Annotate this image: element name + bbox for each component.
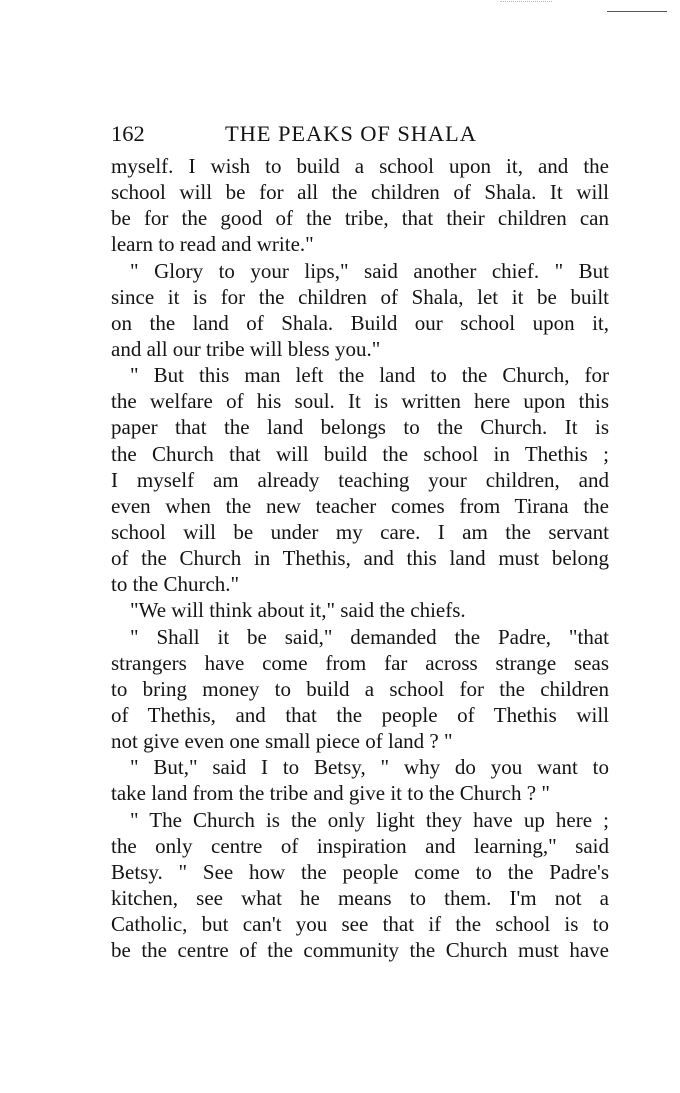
text-line: be for the good of the tribe, that their children can: [111, 206, 609, 231]
text-line: of the Church in Thethis, and this land must belong: [111, 546, 609, 571]
text-line: not give even one small piece of land ? ": [111, 729, 453, 754]
text-line: school will be under my care. I am the servant: [111, 519, 609, 544]
text-line: Betsy. " See how the people come to the Padre's: [111, 859, 609, 884]
scan-artifact-solid-rule: [607, 11, 667, 12]
page-header: [111, 119, 609, 149]
text-line: strangers have come from far across strange seas: [111, 650, 609, 675]
text-line: to the Church.": [111, 572, 240, 597]
text-line: the Church that will build the school in Thethis ;: [111, 441, 609, 466]
text-line: " Shall it be said," demanded the Padre, "that: [130, 624, 609, 649]
text-line: " Glory to your lips," said another chief. " But: [130, 258, 609, 283]
text-line: on the land of Shala. Build our school upon it,: [111, 310, 609, 335]
body-text: [111, 153, 609, 963]
text-line: learn to read and write.": [111, 232, 314, 257]
text-line: Catholic, but can't you see that if the school is to: [111, 912, 609, 937]
text-line: the only centre of inspiration and learning," said: [111, 833, 609, 858]
text-line: paper that the land belongs to the Church. It is: [111, 415, 609, 440]
text-line: be the centre of the community the Church must have: [111, 938, 609, 963]
scan-artifact-dotted-rule: [500, 1, 552, 2]
text-line: even when the new teacher comes from Tirana the: [111, 493, 609, 518]
text-line: " But," said I to Betsy, " why do you want to: [130, 755, 609, 780]
text-line: myself. I wish to build a school upon it, and the: [111, 154, 609, 178]
running-title: THE PEAKS OF SHALA: [225, 121, 477, 146]
text-line: the welfare of his soul. It is written here upon this: [111, 389, 609, 414]
text-line: since it is for the children of Shala, let it be built: [111, 284, 609, 309]
text-line: school will be for all the children of Shala. It will: [111, 180, 609, 205]
text-line: kitchen, see what he means to them. I'm not a: [111, 885, 609, 910]
text-line: " The Church is the only light they have up here ;: [130, 807, 609, 832]
text-line: " But this man left the land to the Church, for: [130, 363, 609, 388]
text-line: I myself am already teaching your children, and: [111, 467, 609, 492]
page-number: 162: [111, 121, 145, 146]
text-line: "We will think about it," said the chiefs.: [130, 598, 466, 623]
text-line: take land from the tribe and give it to the Church ? ": [111, 781, 550, 806]
text-line: to bring money to build a school for the children: [111, 676, 609, 701]
text-line: and all our tribe will bless you.": [111, 336, 381, 361]
text-line: of Thethis, and that the people of Thethis will: [111, 702, 609, 727]
